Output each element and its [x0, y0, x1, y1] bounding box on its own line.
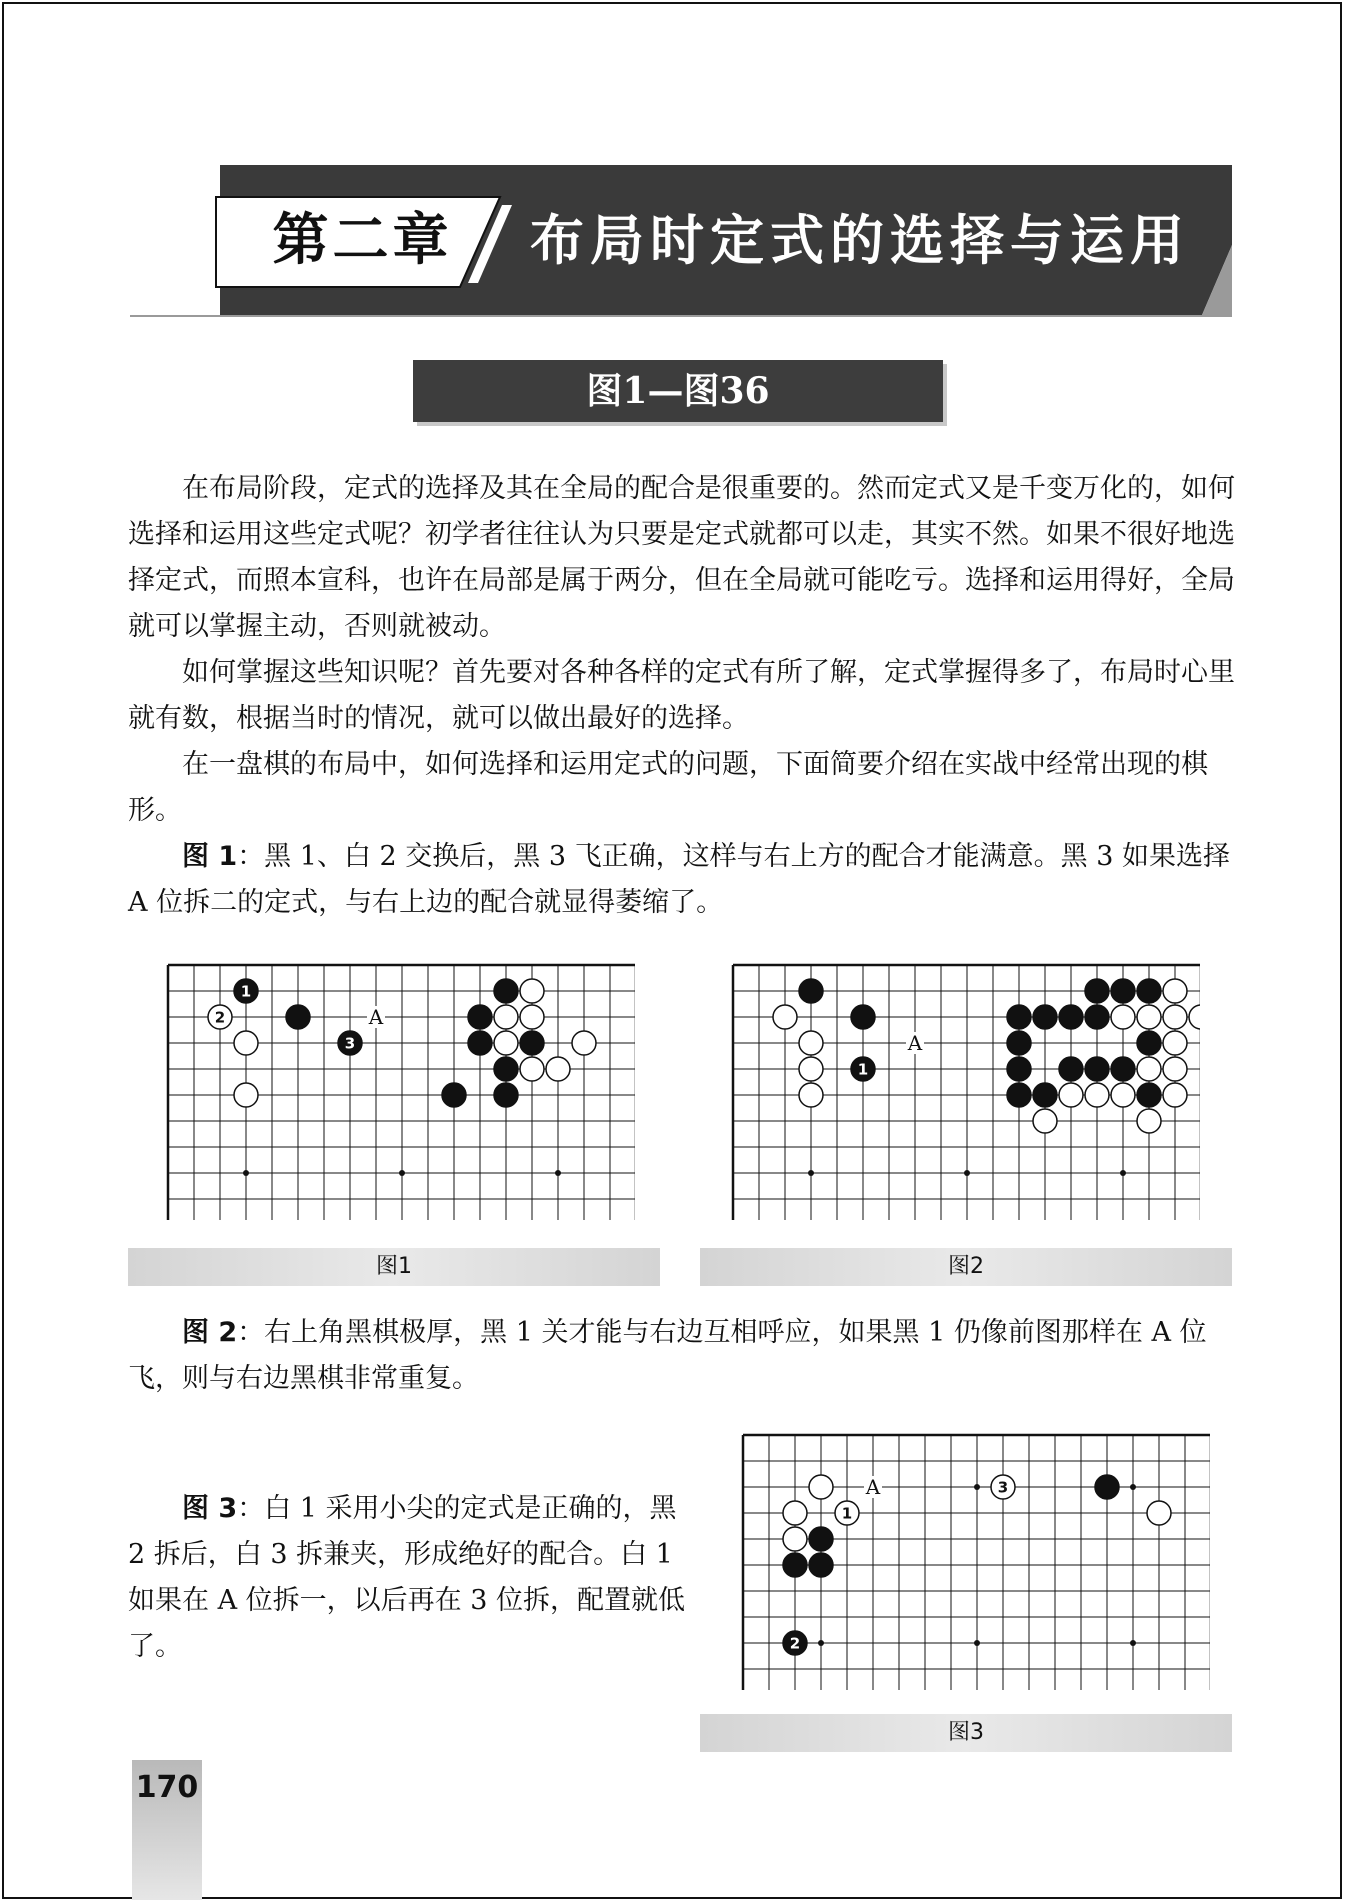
black-stone: [1137, 1031, 1161, 1055]
black-stone: [1007, 1083, 1031, 1107]
white-stone: [1163, 1083, 1187, 1107]
go-diagram-2: [720, 952, 1200, 1220]
white-stone: [546, 1057, 570, 1081]
black-stone: [442, 1083, 466, 1107]
black-stone: [1007, 1005, 1031, 1029]
white-stone: [1189, 1005, 1200, 1029]
chapter-banner: [130, 165, 1232, 317]
star-point: [974, 1484, 980, 1490]
black-stone: [286, 1005, 310, 1029]
star-point: [1120, 1170, 1126, 1176]
star-point: [243, 1170, 249, 1176]
star-point: [555, 1170, 561, 1176]
chapter-title: 布局时定式的选择与运用: [530, 209, 1190, 272]
white-stone: [572, 1031, 596, 1055]
white-stone: [494, 1031, 518, 1055]
black-stone: [1111, 1057, 1135, 1081]
stone-number: 2: [214, 1008, 226, 1027]
figure-2-caption-bar: [700, 1248, 1232, 1286]
star-point: [1130, 1640, 1136, 1646]
black-stone: [1137, 979, 1161, 1003]
white-stone: [783, 1527, 807, 1551]
figure-3-description: [128, 1486, 688, 1670]
white-stone: [1137, 1057, 1161, 1081]
white-stone: [234, 1083, 258, 1107]
section-title: 图1—图36: [586, 370, 770, 412]
black-stone: [783, 1553, 807, 1577]
black-stone: [1085, 979, 1109, 1003]
page-number: 170: [135, 1770, 199, 1805]
figure-2-body: ：右上角黑棋极厚，黑 1 关才能与右边互相呼应，如果黑 1 仍像前图那样在 A 位飞，则与右边黑棋非常重复。: [128, 1317, 1207, 1394]
white-stone: [520, 979, 544, 1003]
black-stone: [468, 1031, 492, 1055]
black-stone: [1059, 1057, 1083, 1081]
black-stone: [1137, 1083, 1161, 1107]
paragraph-1: 在布局阶段，定式的选择及其在全局的配合是很重要的。然而定式又是千变万化的，如何选择和运用这些定式呢？初学者往往认为只要是定式就都可以走，其实不然。如果不很好地选择定式，而照本宣科，也许在局部是属于两分，但在全局就可能吃亏。选择和运用得好，全局就可以掌握主动，否则就被动。: [128, 473, 1235, 642]
black-stone: [494, 1083, 518, 1107]
black-stone: [809, 1527, 833, 1551]
stone-number: 2: [789, 1634, 801, 1653]
black-stone: [799, 979, 823, 1003]
white-stone: [1085, 1083, 1109, 1107]
stone-number: 1: [240, 982, 252, 1001]
white-stone: [1163, 979, 1187, 1003]
white-stone: [1147, 1501, 1171, 1525]
figure-1-lead: 图 1: [182, 841, 238, 872]
black-stone: [851, 1005, 875, 1029]
white-stone: [1059, 1083, 1083, 1107]
white-stone: [1111, 1005, 1135, 1029]
go-diagram-3: [730, 1422, 1210, 1690]
black-stone: [1059, 1005, 1083, 1029]
position-mark: A: [907, 1031, 923, 1055]
black-stone: [1111, 979, 1135, 1003]
stone-number: 3: [344, 1034, 356, 1053]
figure-1-caption-bar: [128, 1248, 660, 1286]
black-stone: [1007, 1057, 1031, 1081]
paragraph-2: 如何掌握这些知识呢？首先要对各种各样的定式有所了解，定式掌握得多了，布局时心里就有数，根据当时的情况，就可以做出最好的选择。: [128, 657, 1235, 734]
white-stone: [783, 1501, 807, 1525]
position-mark: A: [368, 1005, 384, 1029]
figure-3-lead: 图 3: [182, 1493, 238, 1524]
star-point: [1130, 1484, 1136, 1490]
white-stone: [234, 1031, 258, 1055]
white-stone: [1137, 1005, 1161, 1029]
go-diagram-1: [155, 952, 635, 1220]
white-stone: [1163, 1057, 1187, 1081]
white-stone: [1163, 1031, 1187, 1055]
black-stone: [1033, 1083, 1057, 1107]
stone-number: 3: [997, 1478, 1009, 1497]
section-banner: [413, 360, 943, 422]
figure-3-caption-bar: [700, 1714, 1232, 1752]
star-point: [974, 1640, 980, 1646]
white-stone: [494, 1005, 518, 1029]
black-stone: [1085, 1057, 1109, 1081]
figure-1-description: [128, 834, 1236, 926]
figure-2-description: [128, 1310, 1236, 1402]
white-stone: [1137, 1109, 1161, 1133]
figure-1-body: ：黑 1、白 2 交换后，黑 3 飞正确，这样与右上方的配合才能满意。黑 3 如果选择 A 位拆二的定式，与右上边的配合就显得萎缩了。: [128, 841, 1230, 918]
star-point: [399, 1170, 405, 1176]
paragraph-3: 在一盘棋的布局中，如何选择和运用定式的问题，下面简要介绍在实战中经常出现的棋形。: [128, 749, 1208, 826]
white-stone: [809, 1475, 833, 1499]
black-stone: [1095, 1475, 1119, 1499]
star-point: [818, 1640, 824, 1646]
white-stone: [1033, 1109, 1057, 1133]
white-stone: [773, 1005, 797, 1029]
stone-number: 1: [841, 1504, 853, 1523]
figure-3-caption: 图3: [948, 1720, 984, 1745]
white-stone: [1111, 1083, 1135, 1107]
chapter-number: 第二章: [272, 208, 453, 273]
figure-2-lead: 图 2: [182, 1317, 238, 1348]
black-stone: [1085, 1005, 1109, 1029]
star-point: [808, 1170, 814, 1176]
black-stone: [520, 1031, 544, 1055]
white-stone: [520, 1005, 544, 1029]
black-stone: [809, 1553, 833, 1577]
black-stone: [494, 1057, 518, 1081]
figure-1-caption: 图1: [376, 1254, 412, 1279]
white-stone: [1163, 1005, 1187, 1029]
figure-3-body: ：白 1 采用小尖的定式是正确的，黑 2 拆后，白 3 拆兼夹，形成绝好的配合。白 1 如果在 A 位拆一，以后再在 3 位拆，配置就低了。: [128, 1493, 686, 1662]
black-stone: [468, 1005, 492, 1029]
white-stone: [520, 1057, 544, 1081]
white-stone: [799, 1083, 823, 1107]
black-stone: [1033, 1005, 1057, 1029]
stone-number: 1: [857, 1060, 869, 1079]
white-stone: [799, 1031, 823, 1055]
star-point: [964, 1170, 970, 1176]
figure-2-caption: 图2: [948, 1254, 984, 1279]
black-stone: [494, 979, 518, 1003]
position-mark: A: [865, 1475, 881, 1499]
white-stone: [799, 1057, 823, 1081]
black-stone: [1007, 1031, 1031, 1055]
